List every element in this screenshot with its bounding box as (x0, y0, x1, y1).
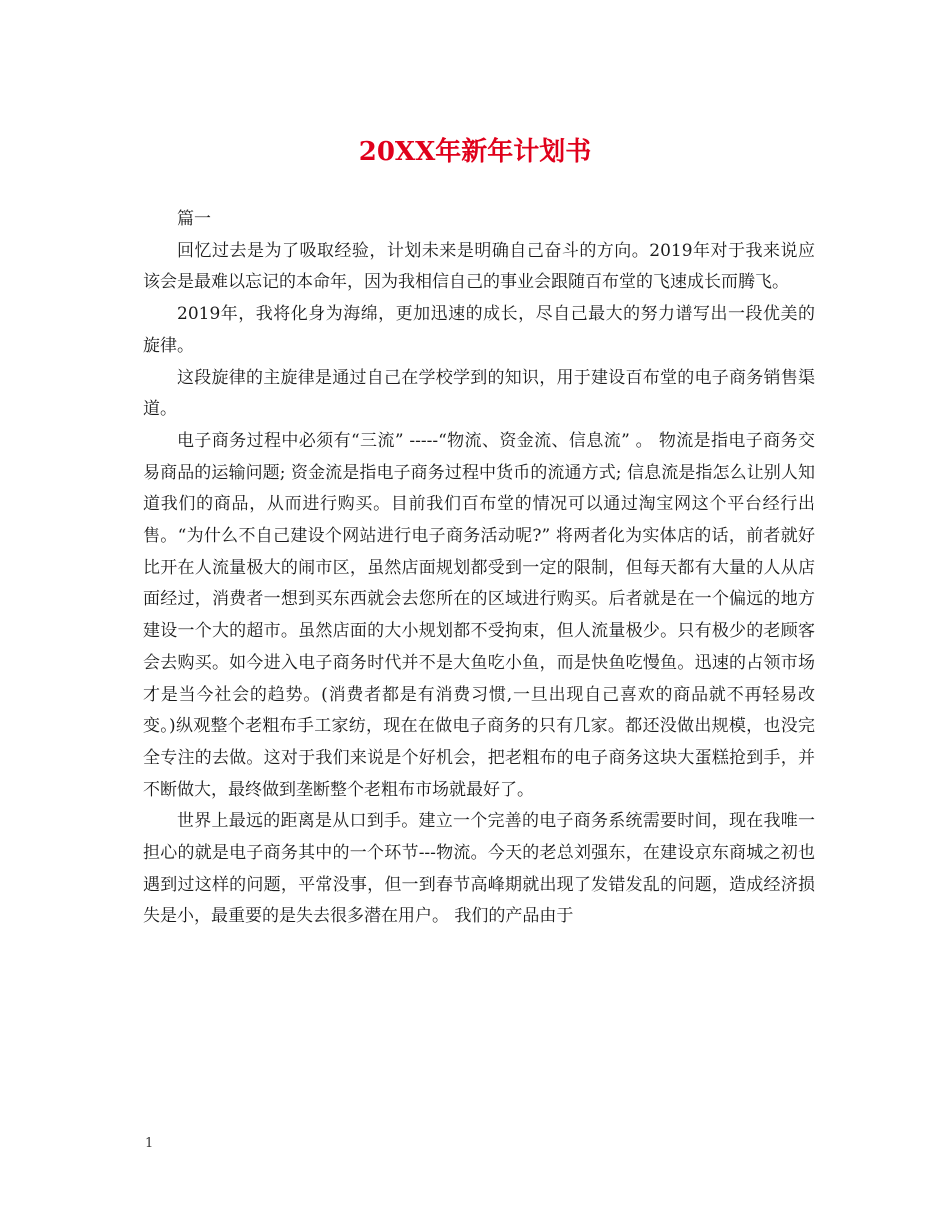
paragraph: 这段旋律的主旋律是通过自己在学校学到的知识，用于建设百布堂的电子商务销售渠道。 (143, 367, 815, 420)
paragraph: 世界上最远的距离是从口到手。建立一个完善的电子商务系统需要时间，现在我唯一担心的就是电子商务其中的一个环节---物流。今天的老总刘强东，在建设京东商城之初也遇到过这样的问题，平常没事，但一到春节高峰期就出现了发错发乱的问题，造成经济损失是小，最重要的是失去很多潜在用户。 我们的产品由于 (143, 811, 815, 927)
paragraph: 2019年，我将化身为海绵，更加迅速的成长，尽自己最大的努力谱写出一段优美的旋律。 (143, 304, 815, 356)
document-title: 20XX年新年计划书 (358, 137, 592, 167)
paragraph: 回忆过去是为了吸取经验，计划未来是明确自己奋斗的方向。2019年对于我来说应该会是最难以忘记的本命年，因为我相信自己的事业会跟随百布堂的飞速成长而腾飞。 (143, 240, 815, 293)
paragraph: 电子商务过程中必须有“三流” -----“物流、资金流、信息流” 。 物流是指电子商务交易商品的运输问题; 资金流是指电子商务过程中货币的流通方式; 信息流是指怎么让别人知道我们的商品，从而进行购买。目前我们百布堂的情况可以通过淘宝网这个平台经行出售。“为什么不自己建设个网站进行电子商务活动呢?” 将两者化为实体店的话，前者就好比开在人流量极大的闹市区，虽然店面规划都受到一定的限制，但每天都有大量的人从店面经过，消费者一想到买东西就会去您所在的区域进行购买。后者就是在一个偏远的地方建设一个大的超市。虽然店面的大小规划都不受拘束，但人流量极少。只有极少的老顾客会去购买。如今进入电子商务时代并不是大鱼吃小鱼，而是快鱼吃慢鱼。迅速的占领市场才是当今社会的趋势。(消费者都是有消费习惯,一旦出现自己喜欢的商品就不再轻易改变。)纵观整个老粗布手工家纺，现在在做电子商务的只有几家。都还没做出规模，也没完全专注的去做。这对于我们来说是个好机会，把老粗布的电子商务这块大蛋糕抢到手，并不断做大，最终做到垄断整个老粗布市场就最好了。 (143, 430, 815, 800)
page-number: 1 (145, 1136, 154, 1151)
section-label: 篇一 (177, 209, 211, 229)
document-body (143, 204, 815, 933)
